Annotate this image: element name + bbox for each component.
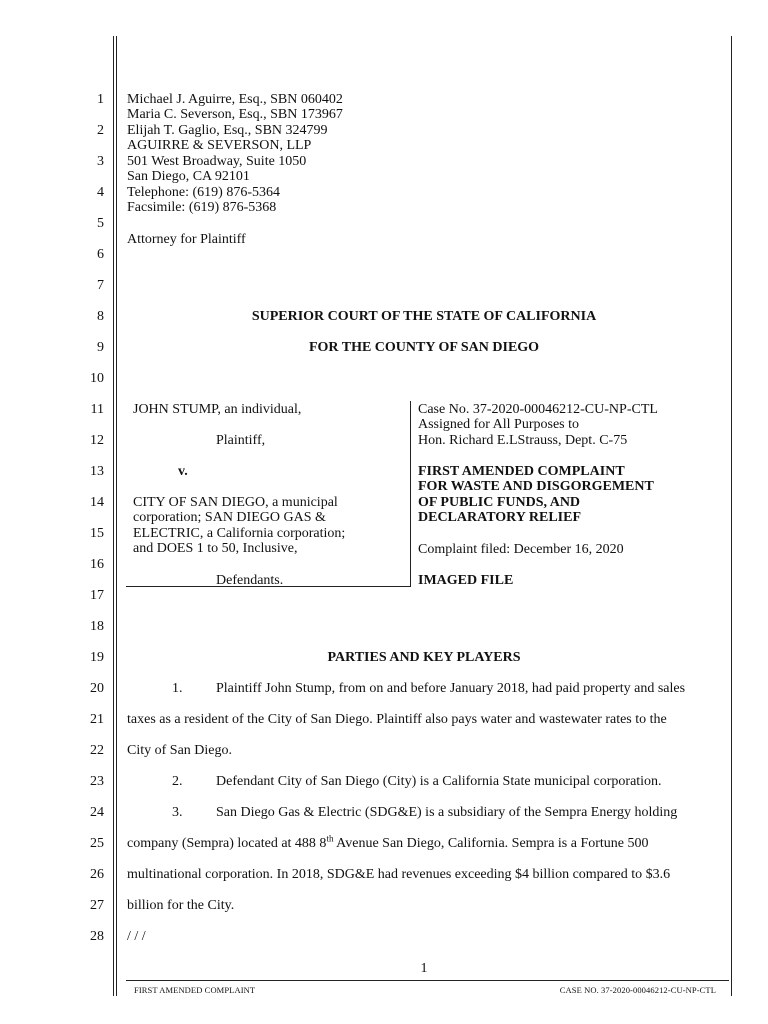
paragraph-text: multinational corporation. In 2018, SDG&E had revenues exceeding $4 billion compared to $3.6 — [127, 867, 671, 882]
line-number: 13 — [90, 464, 104, 479]
defendants-line: and DOES 1 to 50, Inclusive, — [133, 541, 298, 556]
paragraph-text: Defendant City of San Diego (City) is a California State municipal corporation. — [216, 774, 662, 789]
line-number: 23 — [90, 774, 104, 789]
line-number: 3 — [97, 154, 104, 169]
paragraph-text-part: Avenue San Diego, California. Sempra is a Fortune 500 — [333, 836, 649, 851]
section-heading: PARTIES AND KEY PLAYERS — [327, 650, 521, 665]
attorney-line: Facsimile: (619) 876-5368 — [127, 200, 277, 215]
complaint-filed: Complaint filed: December 16, 2020 — [418, 542, 624, 557]
line-number: 7 — [97, 278, 104, 293]
imaged-file: IMAGED FILE — [418, 573, 514, 588]
defendants-line: corporation; SAN DIEGO GAS & — [133, 510, 326, 525]
paragraph-number: 1. — [172, 681, 183, 696]
line-number: 15 — [90, 526, 104, 541]
left-margin-rule-inner — [116, 36, 117, 996]
plaintiff-role: Plaintiff, — [216, 433, 266, 448]
plaintiff-name: JOHN STUMP, an individual, — [133, 402, 302, 417]
line-number: 11 — [90, 402, 104, 417]
paragraph-text — [127, 833, 649, 852]
right-margin-rule — [731, 36, 732, 996]
line-number: 24 — [90, 805, 104, 820]
document-title-line: OF PUBLIC FUNDS, AND — [418, 495, 581, 510]
left-margin-rule-outer — [113, 36, 114, 996]
footer-right: CASE NO. 37-2020-00046212-CU-NP-CTL — [559, 985, 716, 995]
paragraph-text: San Diego Gas & Electric (SDG&E) is a subsidiary of the Sempra Energy holding — [216, 805, 678, 820]
line-number: 12 — [90, 433, 104, 448]
line-number: 8 — [97, 309, 104, 324]
defendants-line: CITY OF SAN DIEGO, a municipal — [133, 495, 338, 510]
line-number: 20 — [90, 681, 104, 696]
attorney-line: Michael J. Aguirre, Esq., SBN 060402 — [127, 92, 343, 107]
paragraph-text: billion for the City. — [127, 898, 235, 913]
line-number: 16 — [90, 557, 104, 572]
attorney-line: Elijah T. Gaglio, Esq., SBN 324799 — [127, 123, 328, 138]
attorney-line: 501 West Broadway, Suite 1050 — [127, 154, 307, 169]
line-number: 2 — [97, 123, 104, 138]
line-number: 27 — [90, 898, 104, 913]
paragraph-text: Plaintiff John Stump, from on and before January 2018, had paid property and sales — [216, 681, 686, 696]
line-number: 25 — [90, 836, 104, 851]
line-number: 5 — [97, 216, 104, 231]
document-title-line: FOR WASTE AND DISGORGEMENT — [418, 479, 654, 494]
attorney-for: Attorney for Plaintiff — [127, 232, 246, 247]
line-number: 6 — [97, 247, 104, 262]
paragraph-number: 3. — [172, 805, 183, 820]
continuation-mark: / / / — [127, 929, 146, 944]
line-number: 21 — [90, 712, 104, 727]
line-number: 1 — [97, 92, 104, 107]
attorney-line: San Diego, CA 92101 — [127, 169, 250, 184]
paragraph-text: taxes as a resident of the City of San Diego. Plaintiff also pays water and wastewater rates to the — [127, 712, 667, 727]
attorney-line: Telephone: (619) 876-5364 — [127, 185, 280, 200]
line-number: 18 — [90, 619, 104, 634]
paragraph-text: City of San Diego. — [127, 743, 232, 758]
line-number: 19 — [90, 650, 104, 665]
paragraph-number: 2. — [172, 774, 183, 789]
document-title-line: DECLARATORY RELIEF — [418, 510, 581, 525]
superscript: th — [326, 833, 334, 844]
court-name: SUPERIOR COURT OF THE STATE OF CALIFORNIA — [251, 309, 597, 324]
line-number: 4 — [97, 185, 104, 200]
line-number: 14 — [90, 495, 104, 510]
line-number: 22 — [90, 743, 104, 758]
footer-rule — [126, 980, 729, 981]
case-line: Case No. 37-2020-00046212-CU-NP-CTL — [418, 402, 658, 417]
case-line: Hon. Richard E.LStrauss, Dept. C-75 — [418, 433, 628, 448]
line-number: 9 — [97, 340, 104, 355]
document-title-line: FIRST AMENDED COMPLAINT — [418, 464, 625, 479]
defendants-line: ELECTRIC, a California corporation; — [133, 526, 346, 541]
line-number: 26 — [90, 867, 104, 882]
case-line: Assigned for All Purposes to — [418, 417, 579, 432]
attorney-line: Maria C. Severson, Esq., SBN 173967 — [127, 107, 343, 122]
attorney-line: AGUIRRE & SEVERSON, LLP — [127, 138, 312, 153]
page-number: 1 — [420, 961, 428, 976]
footer-left: FIRST AMENDED COMPLAINT — [134, 985, 256, 995]
line-number: 28 — [90, 929, 104, 944]
versus: v. — [178, 464, 188, 479]
line-number: 17 — [90, 588, 104, 603]
court-county: FOR THE COUNTY OF SAN DIEGO — [308, 340, 540, 355]
caption-vertical-rule — [410, 401, 411, 587]
line-number: 10 — [90, 371, 104, 386]
paragraph-text-part: company (Sempra) located at 488 8 — [127, 836, 327, 851]
defendants-role: Defendants. — [216, 573, 284, 588]
